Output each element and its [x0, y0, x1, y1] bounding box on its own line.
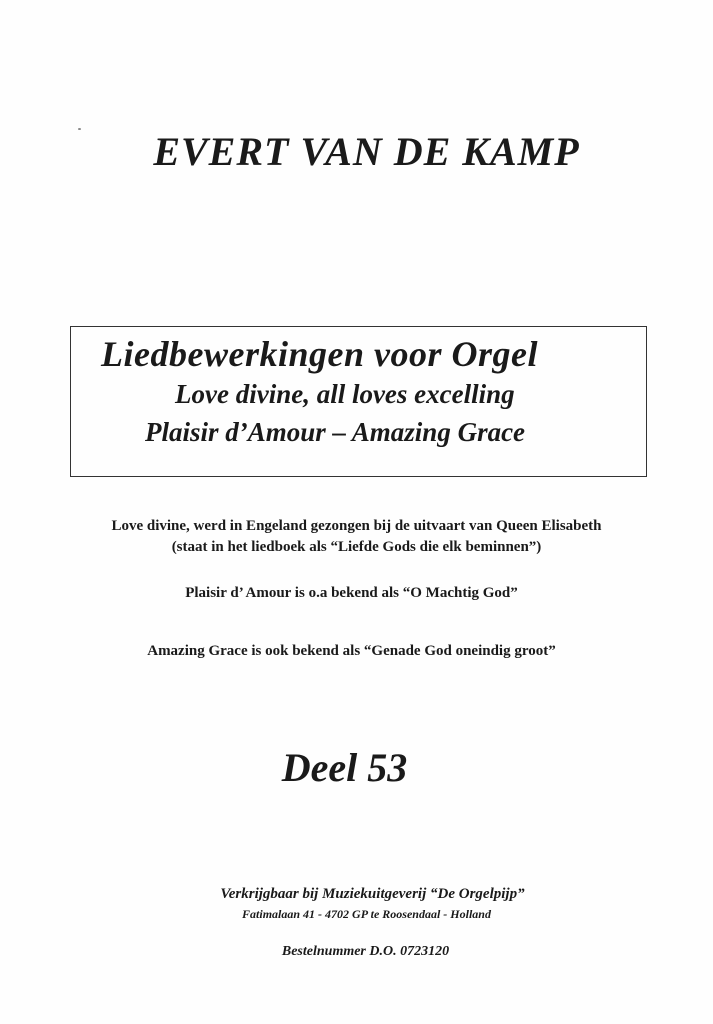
description-line-1: Love divine, werd in Engeland gezongen bij de uitvaart van Queen Elisabeth [111, 518, 602, 534]
part-number: Deel 53 [281, 745, 408, 790]
description-line-2: (staat in het liedboek als “Liefde Gods die elk beminnen”) [171, 539, 542, 555]
subtitle-love-divine: Love divine, all loves excelling [175, 379, 515, 409]
main-title: Liedbewerkingen voor Orgel [101, 334, 538, 374]
order-number: Bestelnummer D.O. 0723120 [281, 944, 450, 959]
publisher-line: Verkrijgbaar bij Muziekuitgeverij “De Orgelpijp” [220, 886, 525, 902]
description-line-3: Plaisir d’ Amour is o.a bekend als “O Machtig God” [185, 585, 518, 601]
description-line-4: Amazing Grace is ook bekend als “Genade God oneindig groot” [147, 643, 556, 659]
subtitle-plaisir-amazing: Plaisir d’Amour – Amazing Grace [145, 417, 526, 447]
title-box [70, 326, 647, 477]
publisher-address: Fatimalaan 41 - 4702 GP te Roosendaal - Holland [242, 907, 491, 921]
author-name: EVERT VAN DE KAMP [153, 129, 580, 174]
